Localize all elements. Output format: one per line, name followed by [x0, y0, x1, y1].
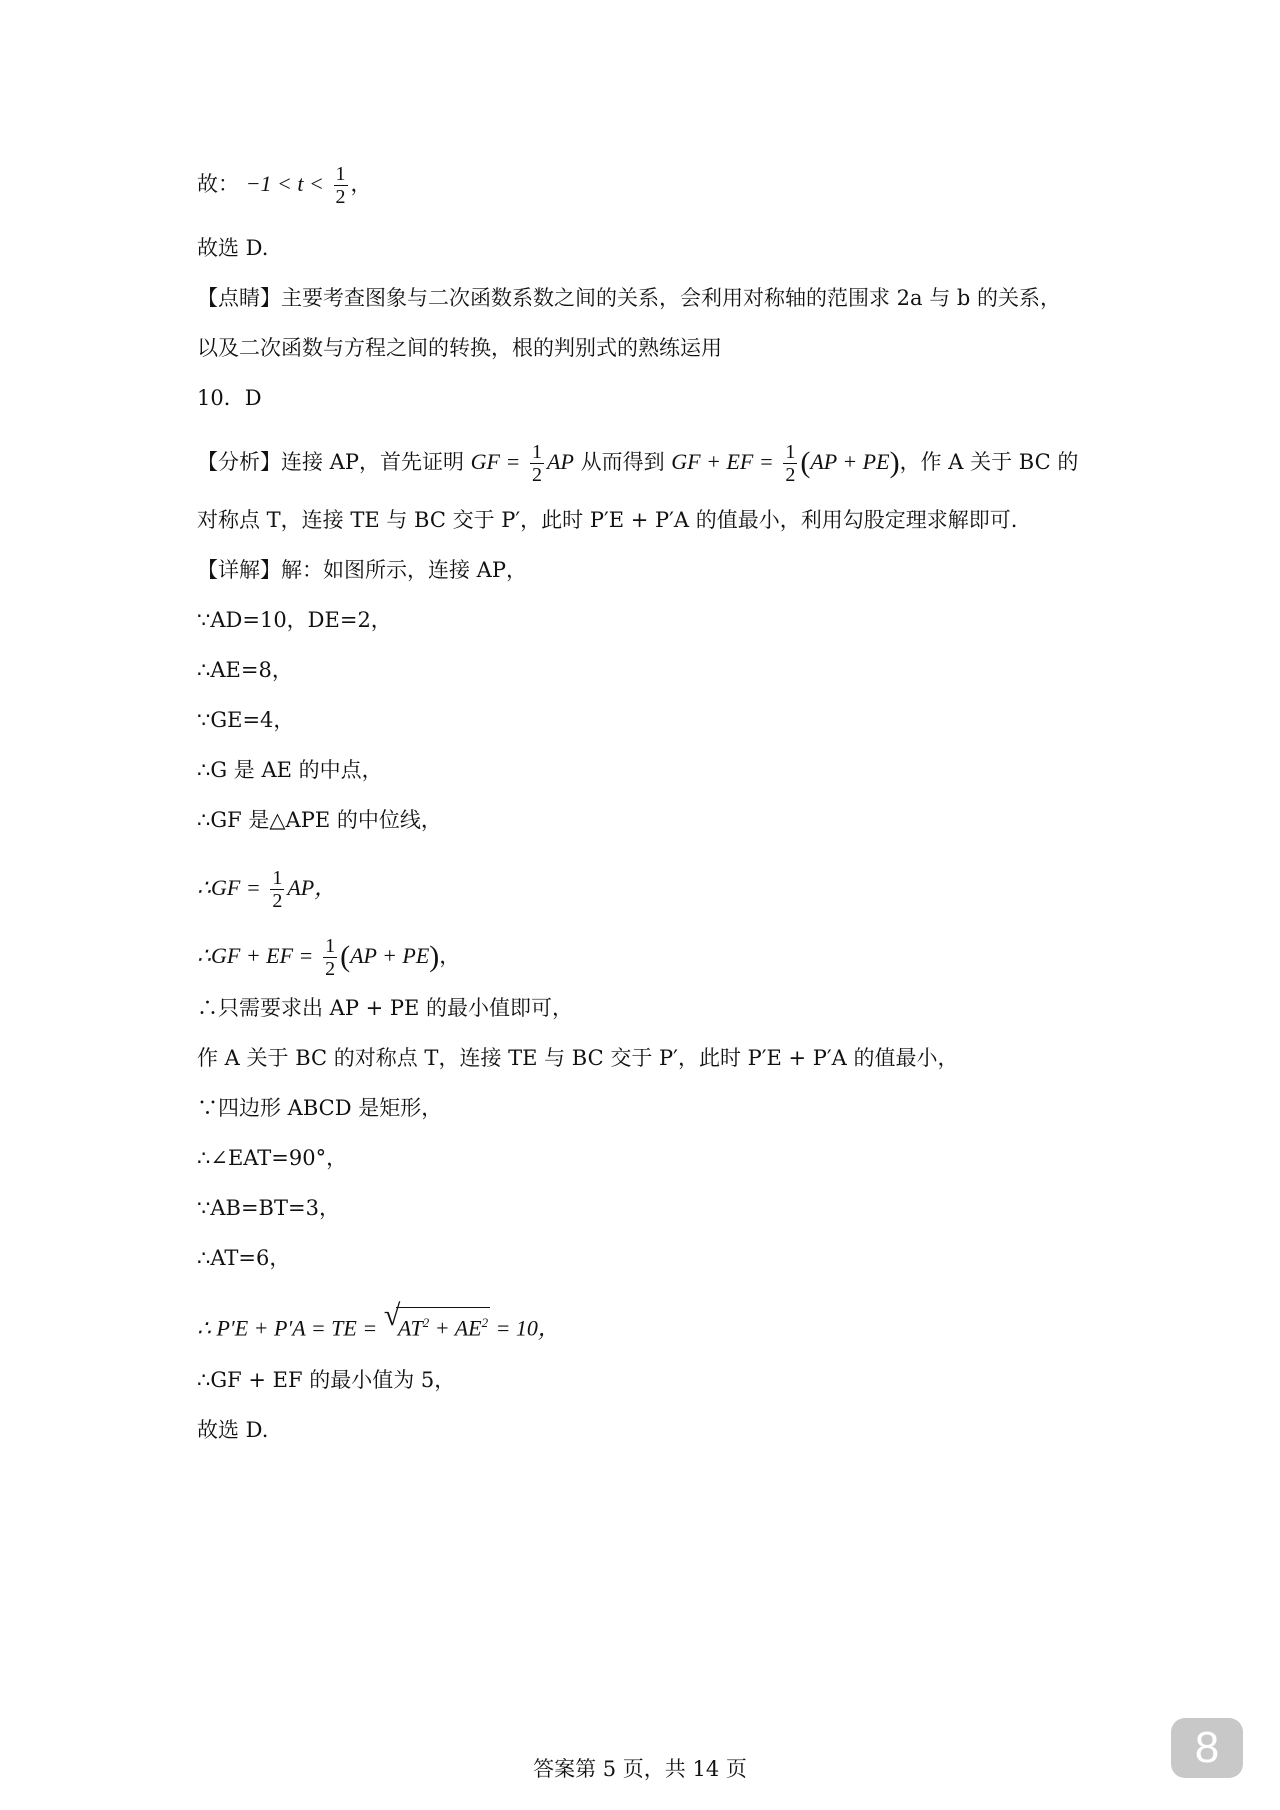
section-tag: 【点睛】 [197, 286, 281, 310]
line-solution-heading [197, 555, 527, 585]
math: AP， [287, 875, 337, 900]
fraction [530, 441, 544, 486]
denominator: 2 [532, 464, 543, 486]
fraction [783, 441, 797, 486]
math: AT [397, 1315, 423, 1341]
denominator: 2 [785, 464, 796, 486]
math-inequality: −1 < t < [245, 171, 324, 196]
step-line [197, 867, 336, 912]
step-line: ∴GF 是△APE 的中位线， [197, 808, 442, 832]
line-answer-choice: 故选 D. [197, 1418, 269, 1442]
section-tag: 【详解】 [197, 558, 281, 582]
line-answer-choice: 故选 D. [197, 236, 269, 260]
fraction [334, 163, 348, 208]
step-line: ∵四边形 ABCD 是矩形， [197, 1096, 443, 1120]
numerator: 1 [532, 441, 543, 463]
step-line [197, 1299, 560, 1343]
exponent: 2 [481, 1315, 489, 1330]
numerator: 1 [272, 867, 283, 889]
line-conclusion-range [197, 163, 372, 208]
math: AP + PE [350, 943, 430, 968]
text: 从而得到 [573, 450, 672, 474]
page-footer: 答案第 5 页，共 14 页 [533, 1757, 747, 1781]
exponent: 2 [422, 1315, 430, 1330]
step-line: ∵GE=4， [197, 708, 295, 732]
step-line: ∴GF + EF 的最小值为 5， [197, 1368, 456, 1392]
numerator: 1 [325, 935, 336, 957]
question-number: 10．D [197, 386, 262, 410]
line-analysis-cont: 对称点 T，连接 TE 与 BC 交于 P′，此时 P′E + P′A 的值最小，利用勾股定理求解即可. [197, 508, 1018, 532]
text: 解：如图所示，连接 AP， [281, 558, 527, 582]
section-tag: 【分析】 [197, 450, 281, 474]
text: ，作 A 关于 BC 的 [899, 450, 1079, 474]
text: 连接 AP，首先证明 [281, 450, 471, 474]
step-line: ∴∠EAT=90°， [197, 1146, 348, 1170]
math: + AE [429, 1315, 482, 1341]
line-comment-heading [197, 283, 1061, 313]
text: ， [439, 944, 461, 968]
denominator: 2 [325, 958, 336, 980]
math: GF = [470, 449, 521, 474]
step-line: ∴只需要求出 AP + PE 的最小值即可， [197, 996, 574, 1020]
math: ∴GF = [197, 875, 261, 900]
line-comment-cont: 以及二次函数与方程之间的转换，根的判别式的熟练运用 [197, 336, 722, 360]
step-line: ∴AT=6， [197, 1246, 291, 1270]
step-line: ∴AE=8， [197, 658, 293, 682]
step-line: 作 A 关于 BC 的对称点 T，连接 TE 与 BC 交于 P′，此时 P′E + P′A 的值最小， [197, 1046, 959, 1070]
denominator: 2 [272, 890, 283, 912]
step-line: ∴G 是 AE 的中点， [197, 758, 383, 782]
math: = 10， [490, 1315, 560, 1341]
square-root [383, 1299, 490, 1343]
math: GF + EF = [671, 449, 774, 474]
fraction [270, 867, 284, 912]
text: 故： [197, 172, 239, 196]
math: ∴GF + EF = [197, 943, 314, 968]
step-line: ∵AD=10，DE=2， [197, 608, 392, 632]
step-line: ∵AB=BT=3， [197, 1196, 340, 1220]
math: AP + PE [810, 449, 890, 474]
math: AP [547, 449, 574, 474]
line-analysis: 【分析】连接 AP，首先证明 GF = $\frac{1}{2}$ AP 从而得到 GF + EF = $\frac{1}{2}$ (AP + PE)，作 A 关于 BC 的 [197, 441, 1079, 486]
numerator: 1 [785, 441, 796, 463]
step-line: ∴GF + EF = $\frac{1}{2}$ (AP + PE)， [197, 935, 461, 980]
fraction [323, 935, 337, 980]
page-number-badge: 8 [1171, 1718, 1243, 1778]
numerator: 1 [335, 163, 346, 185]
denominator: 2 [335, 186, 346, 208]
text: ， [350, 172, 372, 196]
math: ∴ P′E + P′A = TE = [197, 1315, 378, 1341]
text: 主要考查图象与二次函数系数之间的关系，会利用对称轴的范围求 2a 与 b 的关系， [281, 286, 1062, 310]
radical-sign: √ [383, 1299, 401, 1332]
